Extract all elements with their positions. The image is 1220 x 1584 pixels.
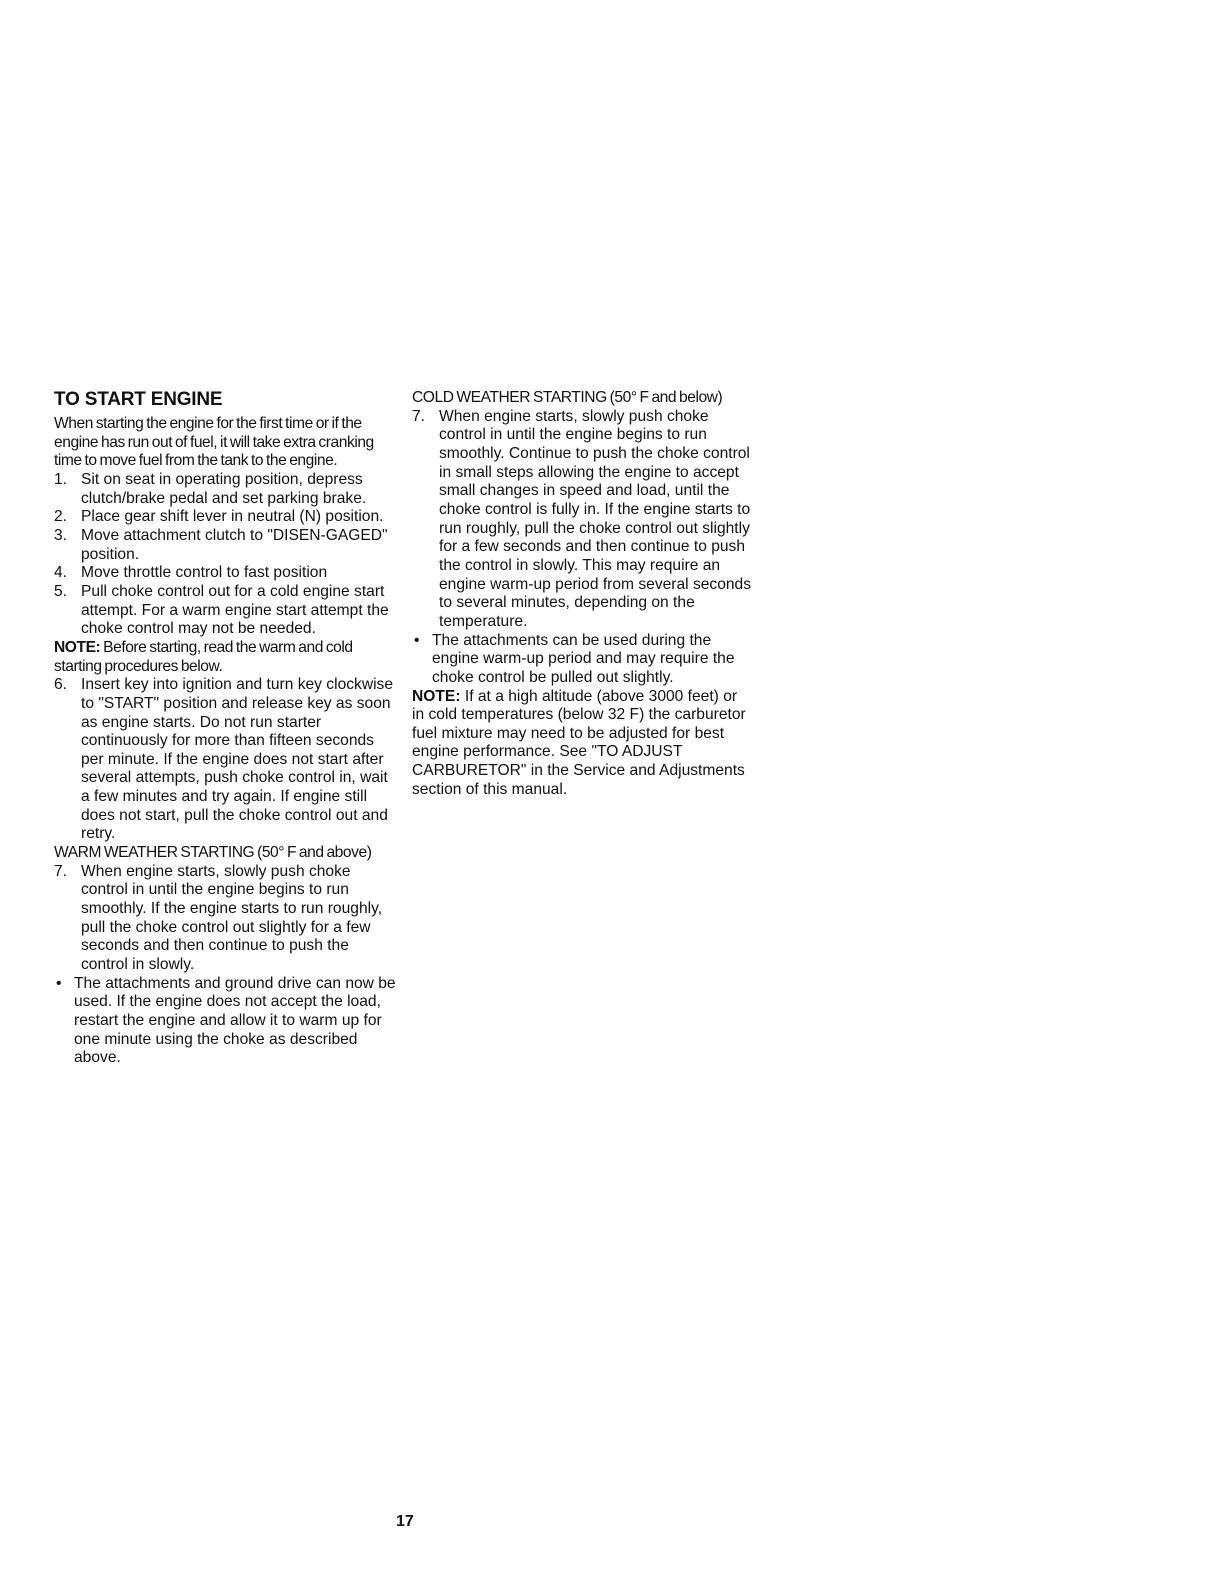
bullet-text: The attachments can be used during the engine warm-up period and may require the choke control be pulled out slightly.: [432, 631, 735, 686]
step-text: Move attachment clutch to "DISEN-GAGED" position.: [81, 526, 388, 563]
note-starting: [54, 639, 399, 676]
step-text: Sit on seat in operating position, depress clutch/brake pedal and set parking brake.: [81, 470, 367, 507]
warm-step-7: [54, 863, 399, 975]
warm-bullet: [54, 975, 399, 1068]
step-number: 4.: [54, 564, 68, 582]
step-text: When engine starts, slowly push choke control in until the engine begins to run smoothly. Continue to push the choke control in small steps allowing the engine to accept small changes in speed and load, until the choke control is fully in. If the engine starts to run roughly, pull the choke control out slightly for a few seconds and then continue to push the control in slowly. This may require an engine warm-up period from several seconds to several minutes, depending on the temperature.: [439, 407, 752, 630]
note-label: NOTE:: [54, 638, 101, 656]
bullet-text: The attachments and ground drive can now be used. If the engine does not accept the load, restart the engine and allow it to warm up for one minute using the choke as described above.: [74, 974, 396, 1067]
bullet-dot-icon: •: [56, 974, 62, 992]
note-label: NOTE:: [412, 687, 461, 705]
step-3: [54, 527, 399, 564]
note-text: If at a high altitude (above 3000 feet) or in cold temperatures (below 32 F) the carburetor fuel mixture may need to be adjusted for best engine performance. See "TO ADJUST CARBURETOR" in the Service and Adjustments section of this manual.: [412, 687, 746, 798]
step-number: 2.: [54, 508, 68, 526]
step-number: 5.: [54, 582, 68, 600]
intro-paragraph: When starting the engine for the first time or if the engine has run out of fuel, it will take extra cranking time to move fuel from the tank to the engine.: [54, 415, 374, 470]
cold-bullet: [412, 632, 752, 688]
step-1: [54, 471, 399, 508]
step-text: Insert key into ignition and turn key clockwise to "START" position and release key as soon as engine starts. Do not run starter continuously for more than fifteen seconds per minute. If the engine does not start after several attempts, push choke control in, wait a few minutes and try again. If engine still does not start, pull the choke control out and retry.: [81, 676, 394, 843]
step-4: [54, 564, 399, 583]
page-number: 17: [396, 1513, 414, 1530]
cold-step-7: [412, 408, 752, 632]
step-number: 6.: [54, 676, 68, 694]
step-5: [54, 583, 399, 639]
warm-weather-heading: WARM WEATHER STARTING (50° F and above): [54, 844, 372, 862]
note-altitude: [412, 688, 752, 800]
section-heading: TO START ENGINE: [54, 389, 223, 410]
right-column: [412, 389, 752, 799]
bullet-dot-icon: •: [414, 631, 420, 649]
step-number: 7.: [54, 862, 68, 880]
cold-weather-heading: COLD WEATHER STARTING (50° F and below): [412, 389, 723, 406]
step-number: 1.: [54, 470, 68, 488]
step-2: [54, 508, 399, 527]
step-text: Place gear shift lever in neutral (N) position.: [81, 508, 384, 526]
step-number: 3.: [54, 526, 68, 544]
step-text: Move throttle control to fast position: [81, 564, 328, 582]
step-number: 7.: [412, 407, 426, 425]
step-6: [54, 676, 399, 844]
step-text: Pull choke control out for a cold engine start attempt. For a warm engine start attempt the choke control may not be needed.: [81, 582, 389, 638]
note-text: Before starting, read the warm and cold starting procedures below.: [54, 638, 353, 675]
left-column: [54, 389, 399, 1068]
step-text: When engine starts, slowly push choke control in until the engine begins to run smoothly. If the engine starts to run roughly, pull the choke control out slightly for a few seconds and then continue to push the control in slowly.: [81, 862, 383, 974]
